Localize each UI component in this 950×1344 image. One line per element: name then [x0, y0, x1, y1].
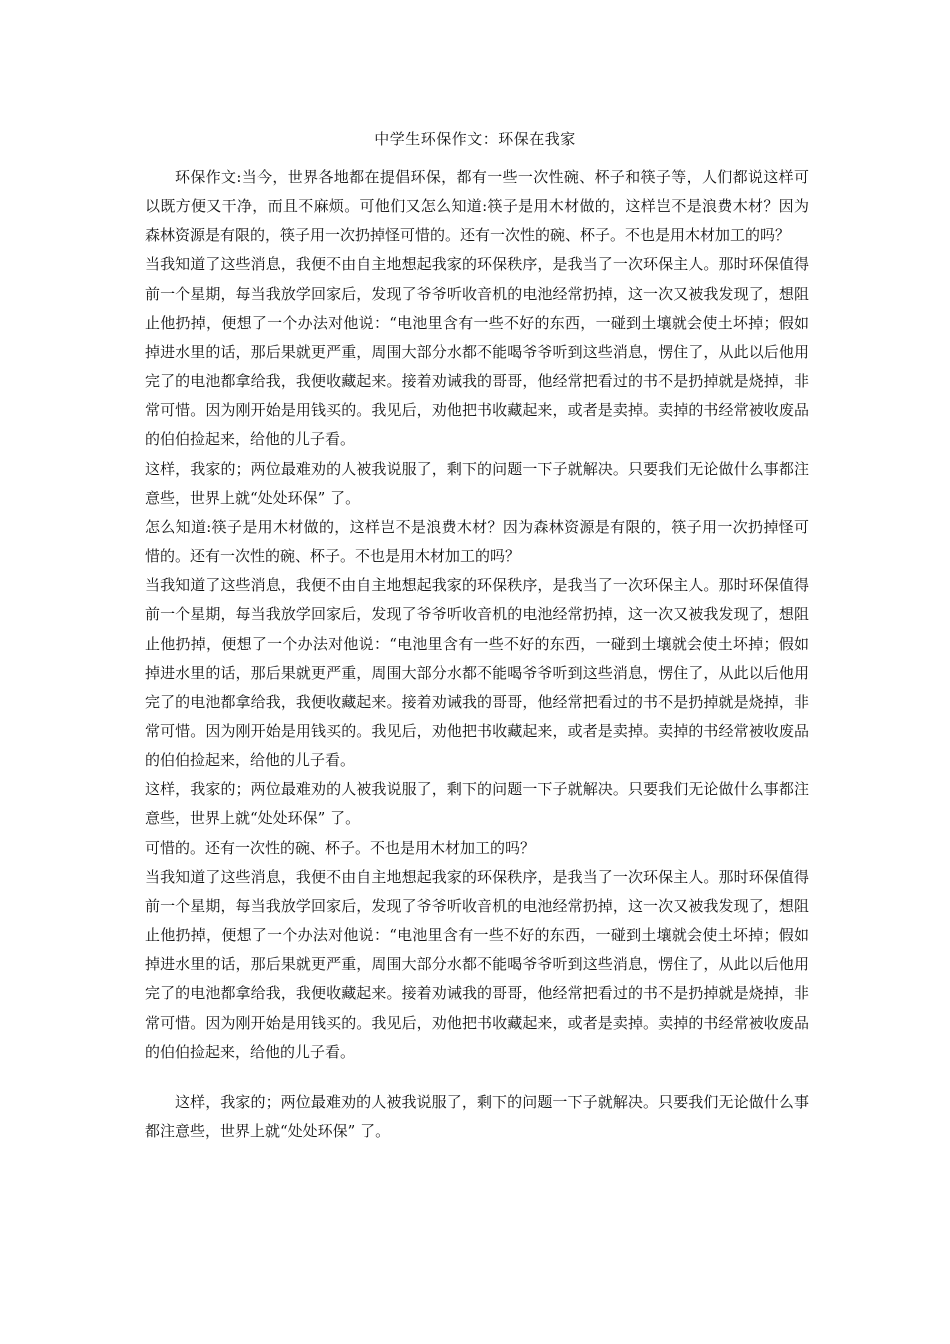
paragraph-5: 当我知道了这些消息，我便不由自主地想起我家的环保秩序，是我当了一次环保主人。那时环保值得前一个星期，每当我放学回家后，发现了爷爷听收音机的电池经常扔掉，这一次又被我发现了，想阻止他扔掉，便想了一个办法对他说：“电池里含有一些不好的东西，一碰到土壤就会使土坏掉；假如掉进水里的话，那后果就更严重，周围大部分水都不能喝爷爷听到这些消息，愣住了，从此以后他用完了的电池都拿给我，我便收藏起来。接着劝诫我的哥哥，他经常把看过的书不是扔掉就是烧掉，非常可惜。因为刚开始是用钱买的。我见后，劝他把书收藏起来，或者是卖掉。卖掉的书经常被收废品的伯伯捡起来，给他的儿子看。 [145, 576, 809, 770]
document-title: 中学生环保作文：环保在我家 [374, 130, 576, 148]
paragraph-3: 这样，我家的；两位最难劝的人被我说服了，剩下的问题一下子就解决。只要我们无论做什么事都注意些，世界上就“处处环保” 了。 [145, 459, 809, 507]
paragraph-9: 这样，我家的；两位最难劝的人被我说服了，剩下的问题一下子就解决。只要我们无论做什么事都注意些，世界上就“处处环保” 了。 [145, 1092, 809, 1140]
paragraph-7: 可惜的。还有一次性的碗、杯子。不也是用木材加工的吗？ [145, 838, 536, 857]
paragraph-4: 怎么知道:筷子是用木材做的，这样岂不是浪费木材？因为森林资源是有限的，筷子用一次扔掉怪可惜的。还有一次性的碗、杯子。不也是用木材加工的吗？ [145, 517, 809, 566]
paragraph-8: 当我知道了这些消息，我便不由自主地想起我家的环保秩序，是我当了一次环保主人。那时环保值得前一个星期，每当我放学回家后，发现了爷爷听收音机的电池经常扔掉，这一次又被我发现了，想阻止他扔掉，便想了一个办法对他说：“电池里含有一些不好的东西，一碰到土壤就会使土坏掉；假如掉进水里的话，那后果就更严重，周围大部分水都不能喝爷爷听到这些消息，愣住了，从此以后他用完了的电池都拿给我，我便收藏起来。接着劝诫我的哥哥，他经常把看过的书不是扔掉就是烧掉，非常可惜。因为刚开始是用钱买的。我见后，劝他把书收藏起来，或者是卖掉。卖掉的书经常被收废品的伯伯捡起来，给他的儿子看。 [145, 867, 809, 1061]
paragraph-2: 当我知道了这些消息，我便不由自主地想起我家的环保秩序，是我当了一次环保主人。那时环保值得前一个星期，每当我放学回家后，发现了爷爷听收音机的电池经常扔掉，这一次又被我发现了，想阻止他扔掉，便想了一个办法对他说：“电池里含有一些不好的东西，一碰到土壤就会使土坏掉；假如掉进水里的话，那后果就更严重，周围大部分水都不能喝爷爷听到这些消息，愣住了，从此以后他用完了的电池都拿给我，我便收藏起来。接着劝诫我的哥哥，他经常把看过的书不是扔掉就是烧掉，非常可惜。因为刚开始是用钱买的。我见后，劝他把书收藏起来，或者是卖掉。卖掉的书经常被收废品的伯伯捡起来，给他的儿子看。 [145, 255, 809, 449]
paragraph-1: 环保作文:当今，世界各地都在提倡环保，都有一些一次性碗、杯子和筷子等，人们都说这样可以既方便又干净，而且不麻烦。可他们又怎么知道:筷子是用木材做的，这样岂不是浪费木材？因为森林资源是有限的，筷子用一次扔掉怪可惜的。还有一次性的碗、杯子。不也是用木材加工的吗？ [145, 168, 809, 245]
paragraph-6: 这样，我家的；两位最难劝的人被我说服了，剩下的问题一下子就解决。只要我们无论做什么事都注意些，世界上就“处处环保” 了。 [145, 780, 809, 828]
document-body [145, 163, 809, 1146]
